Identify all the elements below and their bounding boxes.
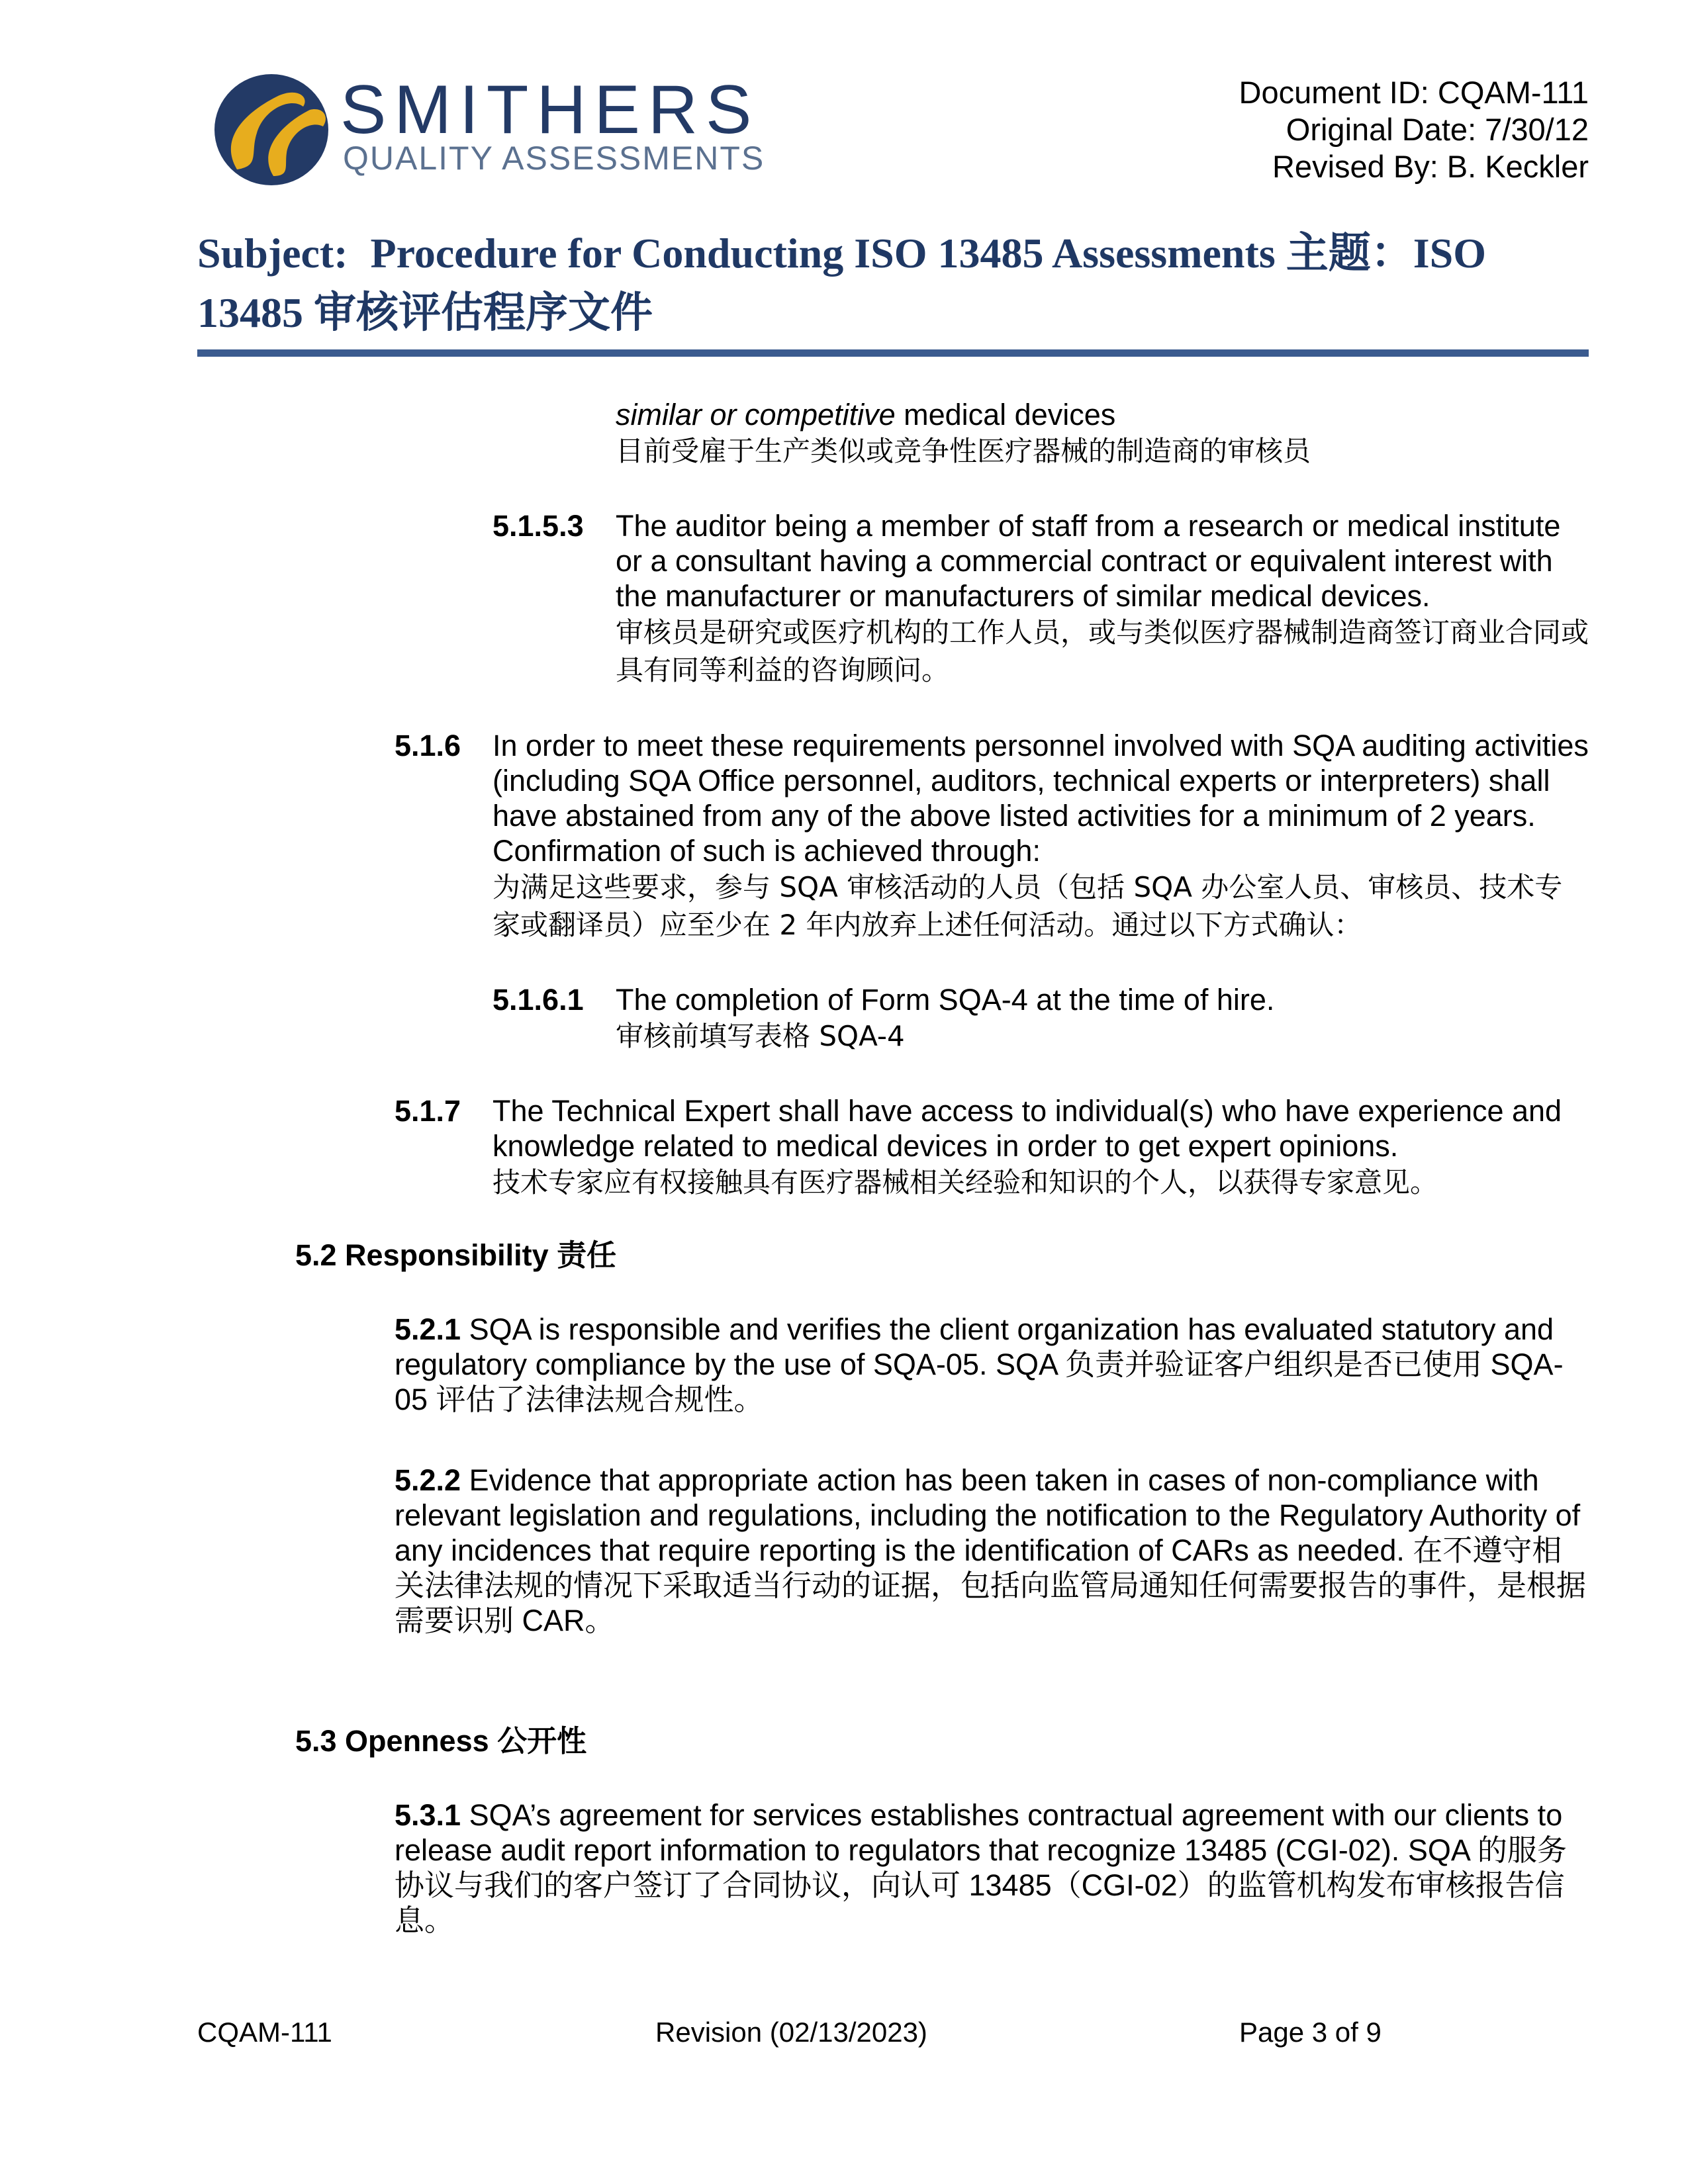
heading-responsibility: 5.2 Responsibility 责任: [295, 1238, 617, 1272]
section-number-521: 5.2.1: [395, 1312, 461, 1346]
subject-label: Subject:: [197, 230, 348, 277]
section-number-5161: 5.1.6.1: [492, 983, 584, 1017]
section-531-text: SQA’s agreement for services establishes contractual agreement with our clients to release audit report information to regulators that recognize 13485 (CGI-02). SQA 的服务协议与我们的客户签订了合同协议，向认可 13485（CGI-02）的监管机构发布审核报告信息。: [395, 1798, 1567, 1937]
logo-wordmark: SMITHERS: [340, 71, 760, 148]
section-516: [492, 728, 1589, 944]
logo-subtitle: QUALITY ASSESSMENTS: [343, 140, 765, 177]
footer-revision: Revision (02/13/2023): [655, 2017, 927, 2048]
header-divider: [197, 349, 1589, 357]
document-id: Document ID: CQAM-111: [1239, 75, 1589, 110]
smithers-logo-icon: [211, 70, 336, 189]
subject-title: [197, 224, 1601, 343]
section-5153-en: The auditor being a member of staff from a research or medical institute or a consultant having a commercial contract or equivalent interest with the manufacturer or manufacturers of similar medical devices.: [616, 509, 1561, 613]
section-5161-en: The completion of Form SQA-4 at the time of hire.: [616, 983, 1275, 1017]
section-5153: [616, 508, 1589, 689]
section-517: [492, 1093, 1589, 1201]
section-5161-cn: 审核前填写表格 SQA-4: [616, 1020, 905, 1052]
company-logo: [211, 70, 767, 189]
section-516-en: In order to meet these requirements personnel involved with SQA auditing activities (including SQA Office personnel, auditors, technical experts or interpreters) shall have abstained from any of the above listed activities for a minimum of 2 years. Confirmation of such is achieved through:: [492, 729, 1589, 868]
section-521-text: SQA is responsible and verifies the client organization has evaluated statutory and regulatory compliance by the use of SQA-05. SQA 负责并验证客户组织是否已使用 SQA-05 评估了法律法规合规性。: [395, 1312, 1564, 1416]
section-522-text: Evidence that appropriate action has been taken in cases of non-compliance with relevant legislation and regulations, including the notification to the Regulatory Authority of any incidences that require reporting is the identification of CARs as needed. 在不遵守相关法律法规的情况下采取适当行动的证据，包括向监管局通知任何需要报告的事件，是根据需要识别 CAR。: [395, 1463, 1587, 1637]
revised-by: Revised By: B. Keckler: [1272, 149, 1589, 184]
heading-openness: 5.3 Openness 公开性: [295, 1724, 587, 1758]
section-number-5153: 5.1.5.3: [492, 509, 584, 543]
continuation-italic: similar or competitive: [616, 398, 896, 432]
continuation-text: medical devices: [895, 398, 1116, 432]
section-number-531: 5.3.1: [395, 1798, 461, 1832]
continuation-paragraph: [616, 397, 1589, 470]
section-number-517: 5.1.7: [395, 1094, 461, 1128]
footer-page-number: Page 3 of 9: [1239, 2017, 1382, 2048]
section-517-en: The Technical Expert shall have access to individual(s) who have experience and knowledge related to medical devices in order to get expert opinions.: [492, 1094, 1562, 1163]
footer-doc-id: CQAM-111: [197, 2017, 332, 2048]
document-info: [1239, 74, 1589, 185]
section-5153-cn: 审核员是研究或医疗机构的工作人员，或与类似医疗器械制造商签订商业合同或具有同等利益的咨询顾问。: [616, 616, 1589, 686]
section-521: [395, 1312, 1589, 1417]
original-date: Original Date: 7/30/12: [1286, 112, 1589, 147]
section-522: [395, 1463, 1589, 1638]
continuation-cn: 目前受雇于生产类似或竞争性医疗器械的制造商的审核员: [616, 435, 1311, 467]
section-5161: [616, 982, 1589, 1055]
section-number-516: 5.1.6: [395, 729, 461, 762]
section-531: [395, 1797, 1589, 1938]
section-number-522: 5.2.2: [395, 1463, 461, 1497]
section-516-cn: 为满足这些要求，参与 SQA 审核活动的人员（包括 SQA 办公室人员、审核员、技术专家或翻译员）应至少在 2 年内放弃上述任何活动。通过以下方式确认：: [492, 871, 1563, 941]
section-517-cn: 技术专家应有权接触具有医疗器械相关经验和知识的个人，以获得专家意见。: [492, 1166, 1438, 1199]
subject-text: Procedure for Conducting ISO 13485 Assessments 主题：ISO 13485 审核评估程序文件: [197, 230, 1486, 336]
